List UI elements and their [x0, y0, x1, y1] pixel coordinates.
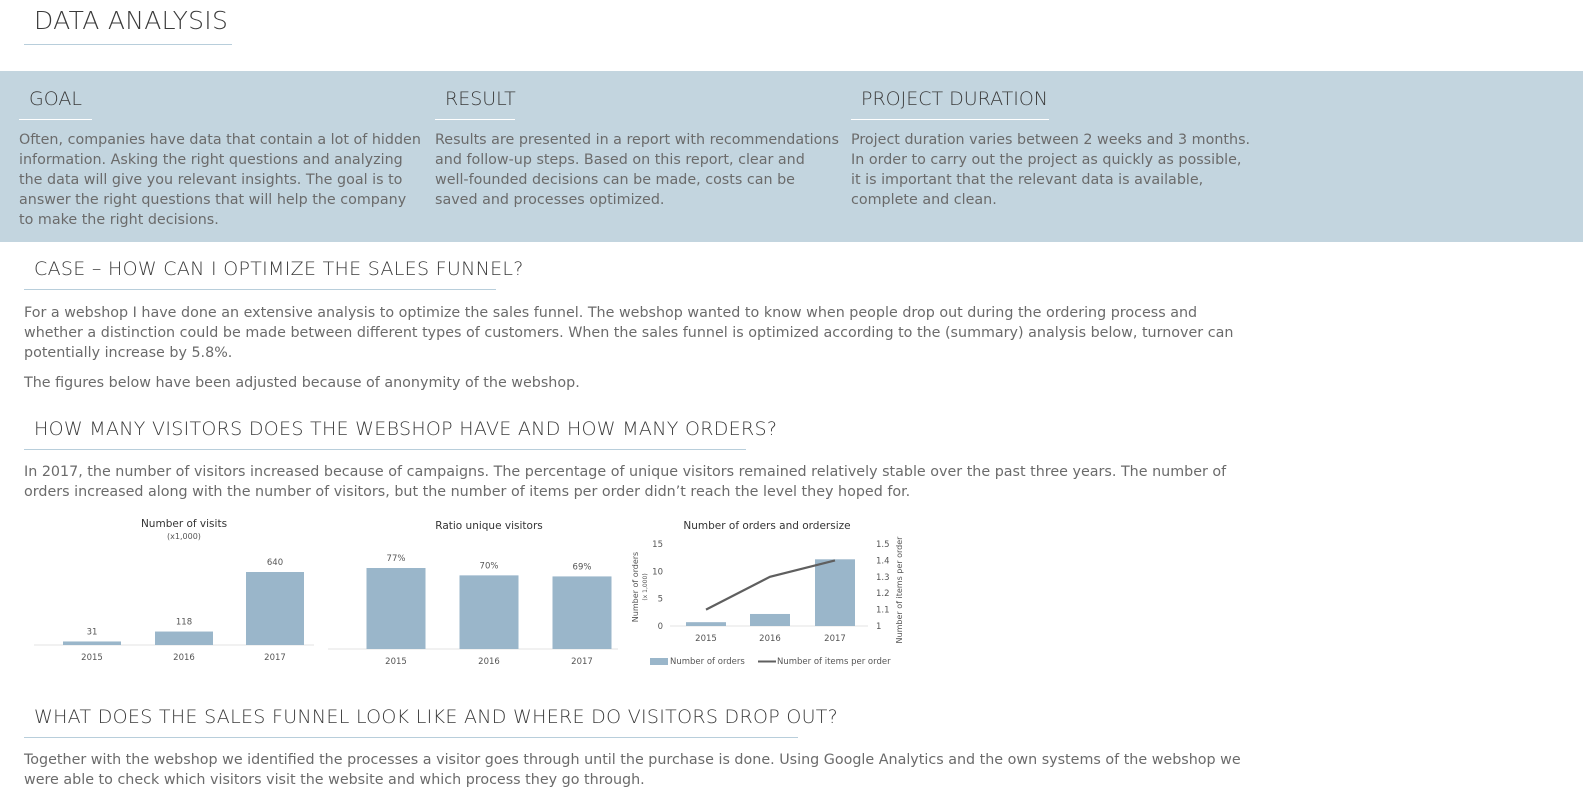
orders-y-tick-label: 10	[652, 567, 663, 578]
visits-bar	[155, 632, 213, 645]
visitors-heading: HOW MANY VISITORS DOES THE WEBSHOP HAVE AND HOW MANY ORDERS?	[24, 418, 746, 450]
unique-ratio-x-tick-label: 2016	[478, 657, 500, 667]
visits-bar	[246, 572, 304, 645]
unique-ratio-x-tick-label: 2015	[385, 657, 407, 667]
orders-y-tick-label: 5	[657, 594, 663, 605]
orders-chart-title: Number of orders and ordersize	[683, 520, 851, 532]
visits-chart-subtitle: (x1,000)	[167, 532, 201, 541]
legend-orders-swatch	[650, 658, 668, 665]
orders-bar	[750, 614, 790, 626]
items-y2-tick-label: 1	[876, 622, 882, 632]
items-y2-tick-label: 1.2	[876, 589, 890, 600]
page-title: DATA ANALYSIS	[24, 6, 232, 45]
goal-heading: GOAL	[19, 88, 92, 120]
charts-area	[20, 512, 920, 682]
unique-ratio-bar	[460, 575, 519, 649]
visits-data-label: 640	[266, 558, 284, 568]
legend-items-label: Number of items per order	[777, 657, 891, 667]
items-y2-tick-label: 1.4	[876, 556, 890, 567]
goal-text: Often, companies have data that contain a lot of hidden information. Asking the right questions and analyzing the data will give you relevant insights. The goal is to answer the right questions that will help the company to make the right decisions.	[19, 132, 421, 228]
unique-ratio-data-label: 69%	[572, 562, 592, 573]
items-y2-tick-label: 1.1	[876, 605, 890, 616]
result-heading: RESULT	[435, 88, 515, 120]
orders-y-axis-label: Number of orders	[631, 551, 640, 623]
visits-data-label: 31	[86, 627, 98, 638]
visits-x-tick-label: 2016	[173, 653, 195, 663]
items-y2-tick-label: 1.3	[876, 572, 890, 583]
visitors-paragraph: In 2017, the number of visitors increased because of campaigns. The percentage of unique visitors remained relatively stable over the past three years. The number of orders increased along with the number of visitors, but the number of items per order didn’t reach the level they hoped for.	[24, 464, 1227, 500]
orders-bar	[815, 559, 855, 626]
items-y2-axis-label: Number of items per order	[895, 536, 904, 644]
unique-ratio-data-label: 70%	[479, 561, 499, 572]
duration-text: Project duration varies between 2 weeks and 3 months. In order to carry out the project as quickly as possible, it is important that the relevant data is available, complete and clean.	[851, 132, 1251, 208]
orders-x-tick-label: 2017	[824, 634, 846, 644]
result-text: Results are presented in a report with recommendations and follow-up steps. Based on this report, clear and well-founded decisions can be made, costs can be saved and processes optimized.	[435, 132, 839, 208]
orders-y-tick-label: 15	[652, 540, 663, 550]
info-band	[0, 71, 1583, 242]
funnel-paragraph: Together with the webshop we identified the processes a visitor goes through until the purchase is done. Using Google Analytics and the own systems of the webshop we were able to check which visitors visit the website and which process they go through.	[24, 752, 1241, 788]
orders-x-tick-label: 2016	[759, 634, 781, 644]
legend-orders-label: Number of orders	[670, 657, 745, 667]
anonymity-note: The figures below have been adjusted because of anonymity of the webshop.	[24, 375, 580, 391]
orders-y-axis-sublabel: (x 1,000)	[642, 573, 649, 601]
unique-ratio-x-tick-label: 2017	[571, 657, 593, 667]
unique-ratio-bar	[553, 576, 612, 649]
visits-bar	[63, 641, 121, 645]
duration-heading: PROJECT DURATION	[851, 88, 1049, 120]
case-heading: CASE – HOW CAN I OPTIMIZE THE SALES FUNNEL?	[24, 258, 496, 290]
orders-x-tick-label: 2015	[695, 634, 717, 644]
visits-x-tick-label: 2015	[81, 653, 103, 663]
orders-y-tick-label: 0	[657, 622, 663, 632]
unique-ratio-bar	[367, 568, 426, 649]
funnel-heading: WHAT DOES THE SALES FUNNEL LOOK LIKE AND WHERE DO VISITORS DROP OUT?	[24, 706, 798, 738]
visits-x-tick-label: 2017	[264, 653, 286, 663]
unique-ratio-data-label: 77%	[386, 554, 406, 564]
visits-chart-title: Number of visits	[140, 518, 228, 530]
unique-ratio-chart-title: Ratio unique visitors	[435, 520, 543, 532]
visits-data-label: 118	[175, 617, 193, 628]
items-y2-tick-label: 1.5	[876, 540, 890, 550]
orders-bar	[686, 622, 726, 626]
case-paragraph: For a webshop I have done an extensive analysis to optimize the sales funnel. The webshop wanted to know when people drop out during the ordering process and whether a distinction could be made between different types of customers. When the sales funnel is optimized according to the (summary) analysis below, turnover can potentially increase by 5.8%.	[24, 305, 1234, 361]
